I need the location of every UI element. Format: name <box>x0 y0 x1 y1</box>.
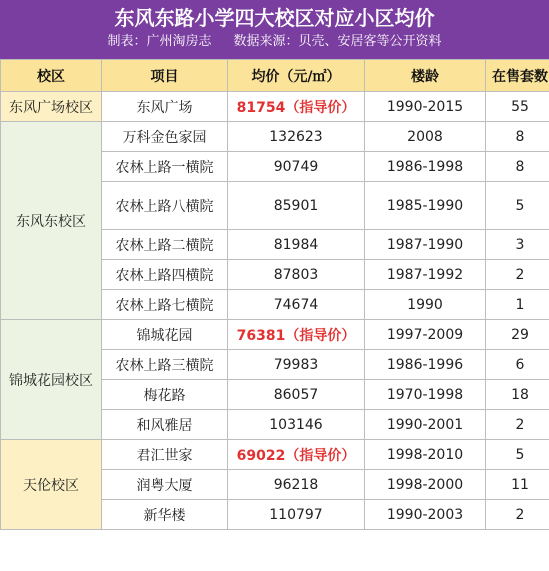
campus-cell: 锦城花园校区 <box>1 320 102 440</box>
count-cell: 8 <box>486 152 549 182</box>
name-cell: 农林上路七横院 <box>102 290 228 320</box>
price-cell: 74674 <box>228 290 365 320</box>
name-cell: 农林上路三横院 <box>102 350 228 380</box>
price-cell: 87803 <box>228 260 365 290</box>
age-cell: 1998-2010 <box>365 440 486 470</box>
table-row <box>1 122 549 152</box>
count-cell: 2 <box>486 410 549 440</box>
campus-cell: 天伦校区 <box>1 440 102 530</box>
price-cell: 86057 <box>228 380 365 410</box>
header-name: 项目 <box>102 60 228 92</box>
count-cell: 2 <box>486 260 549 290</box>
name-cell: 农林上路二横院 <box>102 230 228 260</box>
table-row <box>1 92 549 122</box>
count-cell: 3 <box>486 230 549 260</box>
age-cell: 1990-2003 <box>365 500 486 530</box>
age-cell: 1970-1998 <box>365 380 486 410</box>
name-cell: 农林上路一横院 <box>102 152 228 182</box>
price-cell: 76381（指导价） <box>228 320 365 350</box>
count-cell: 5 <box>486 440 549 470</box>
name-cell: 君汇世家 <box>102 440 228 470</box>
subtitle <box>0 33 549 51</box>
name-cell: 农林上路四横院 <box>102 260 228 290</box>
age-cell: 1985-1990 <box>365 182 486 230</box>
count-cell: 11 <box>486 470 549 500</box>
age-cell: 1990 <box>365 290 486 320</box>
name-cell: 润粤大厦 <box>102 470 228 500</box>
page-title: 东风东路小学四大校区对应小区均价 <box>114 6 435 30</box>
header-price: 均价（元/㎡） <box>228 60 365 92</box>
price-cell: 81984 <box>228 230 365 260</box>
count-cell: 55 <box>486 92 549 122</box>
header-count: 在售套数 <box>486 60 549 92</box>
price-table <box>0 59 549 530</box>
age-cell: 1987-1990 <box>365 230 486 260</box>
price-cell: 96218 <box>228 470 365 500</box>
count-cell: 1 <box>486 290 549 320</box>
count-cell: 18 <box>486 380 549 410</box>
count-cell: 29 <box>486 320 549 350</box>
age-cell: 1987-1992 <box>365 260 486 290</box>
age-cell: 1986-1996 <box>365 350 486 380</box>
price-cell: 132623 <box>228 122 365 152</box>
name-cell: 农林上路八横院 <box>102 182 228 230</box>
price-cell: 85901 <box>228 182 365 230</box>
count-cell: 8 <box>486 122 549 152</box>
source-label: 数据来源：贝壳、安居客等公开资料 <box>233 34 442 49</box>
table-header-row <box>1 60 549 92</box>
header-campus: 校区 <box>1 60 102 92</box>
name-cell: 万科金色家园 <box>102 122 228 152</box>
price-cell: 90749 <box>228 152 365 182</box>
table-row <box>1 320 549 350</box>
table-row <box>1 440 549 470</box>
age-cell: 2008 <box>365 122 486 152</box>
age-cell: 1990-2001 <box>365 410 486 440</box>
maker-label: 制表：广州淘房志 <box>107 34 212 49</box>
name-cell: 和风雅居 <box>102 410 228 440</box>
price-cell: 69022（指导价） <box>228 440 365 470</box>
age-cell: 1998-2000 <box>365 470 486 500</box>
price-cell: 81754（指导价） <box>228 92 365 122</box>
campus-cell: 东风东校区 <box>1 122 102 320</box>
campus-cell: 东风广场校区 <box>1 92 102 122</box>
title-banner <box>0 0 549 59</box>
name-cell: 东风广场 <box>102 92 228 122</box>
price-cell: 79983 <box>228 350 365 380</box>
name-cell: 梅花路 <box>102 380 228 410</box>
price-cell: 103146 <box>228 410 365 440</box>
header-age: 楼龄 <box>365 60 486 92</box>
name-cell: 锦城花园 <box>102 320 228 350</box>
price-cell: 110797 <box>228 500 365 530</box>
name-cell: 新华楼 <box>102 500 228 530</box>
age-cell: 1986-1998 <box>365 152 486 182</box>
count-cell: 6 <box>486 350 549 380</box>
age-cell: 1990-2015 <box>365 92 486 122</box>
age-cell: 1997-2009 <box>365 320 486 350</box>
count-cell: 2 <box>486 500 549 530</box>
count-cell: 5 <box>486 182 549 230</box>
